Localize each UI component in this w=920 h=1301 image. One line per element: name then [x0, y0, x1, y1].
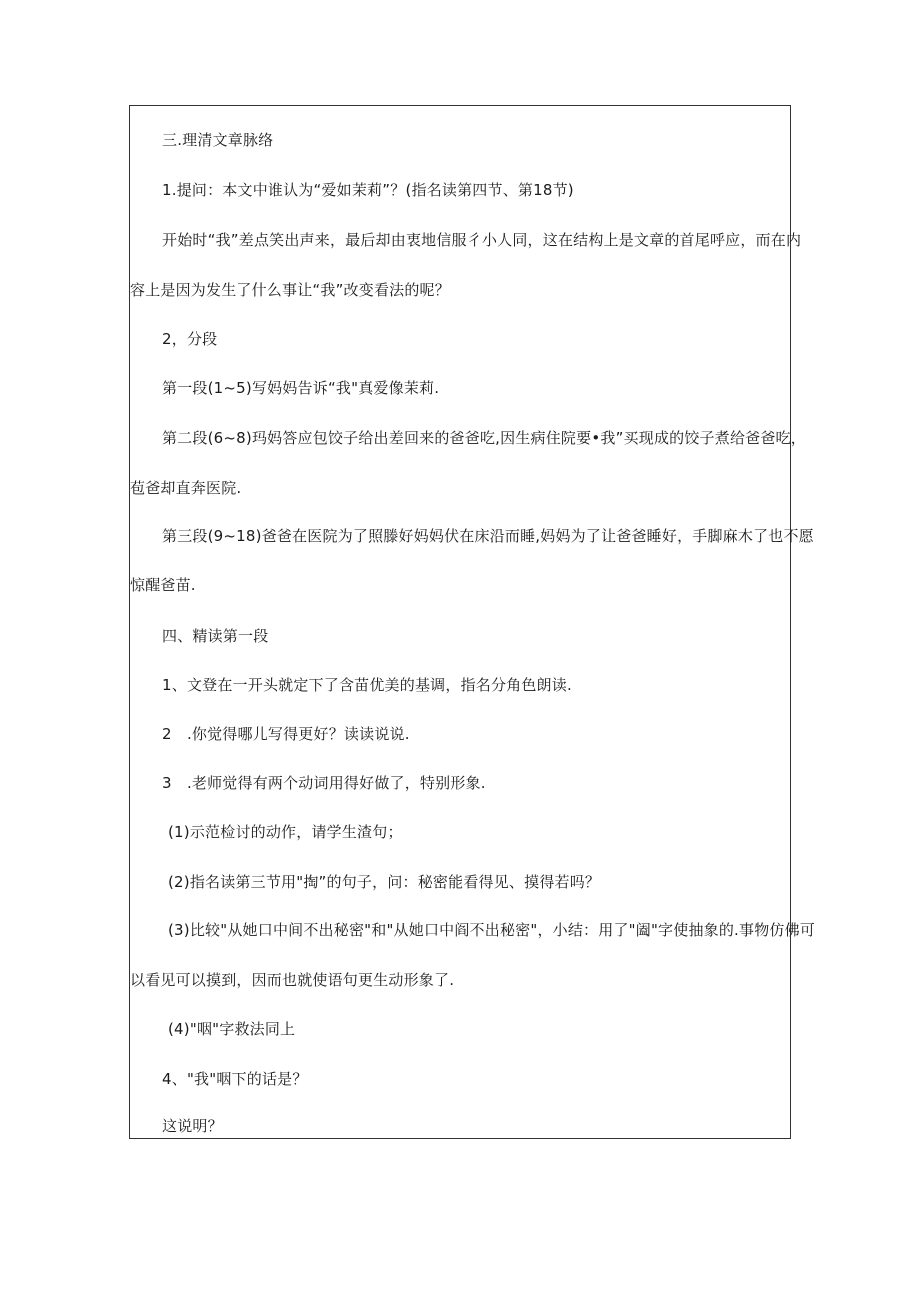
- section-heading-3: 三.理清文章脉络: [162, 131, 274, 149]
- section-heading-4: 四、精读第一段: [162, 627, 269, 645]
- paragraph-line: 容上是因为发生了什么事让“我”改变看法的呢？: [130, 281, 450, 299]
- list-item: 4、"我"咽下的话是？: [162, 1070, 308, 1088]
- list-item: 1、文登在一开头就定下了含苗优美的基调，指名分角色朗读.: [162, 676, 572, 694]
- item-heading: 2，分段: [162, 330, 218, 348]
- paragraph-line: 第三段(9~18)爸爸在医院为了照滕好妈妈伏在床沿而睡,妈妈为了让爸爸睡好，手脚麻木了也不愿: [162, 527, 814, 545]
- paragraph-line: 开始时“我”差点笑出声来，最后却由衷地信服彳小人同，这在结构上是文章的首尾呼应，而在内: [162, 231, 802, 249]
- list-item: (3)比较"从她口中间不出秘密"和"从她口中阎不出秘密"，小结：用了"阖"字使抽象的.事物仿佛可: [168, 921, 816, 939]
- paragraph-line: 苞爸却直奔医院.: [130, 479, 242, 497]
- list-item: (4)"咽"字救法同上: [168, 1020, 296, 1038]
- list-item: 3 .老师觉得有两个动词用得好做了，特别形象.: [162, 774, 486, 792]
- paragraph-line: 这说明？: [162, 1117, 223, 1135]
- paragraph-line: 惊醒爸苗.: [130, 576, 196, 594]
- list-item: 2 .你觉得哪儿写得更好？读读说说.: [162, 725, 410, 743]
- paragraph-line: 以看见可以摸到，因而也就使语句更生动形象了.: [130, 971, 455, 989]
- paragraph-line: 第一段(1~5)写妈妈告诉“我"真爱像茉莉.: [162, 379, 440, 397]
- paragraph-line: 第二段(6~8)玛妈答应包饺子给出差回来的爸爸吃,因生病住院要•我”买现成的饺子煮给爸爸吃，: [162, 429, 806, 447]
- list-item: (1)示范检讨的动作，请学生渣句；: [168, 823, 403, 841]
- question-1: 1.提问：本文中谁认为“爱如茉莉”？(指名读第四节、第18节): [162, 181, 574, 199]
- list-item: (2)指名读第三节用"掏”的句子，问：秘密能看得见、摸得若吗？: [168, 873, 601, 891]
